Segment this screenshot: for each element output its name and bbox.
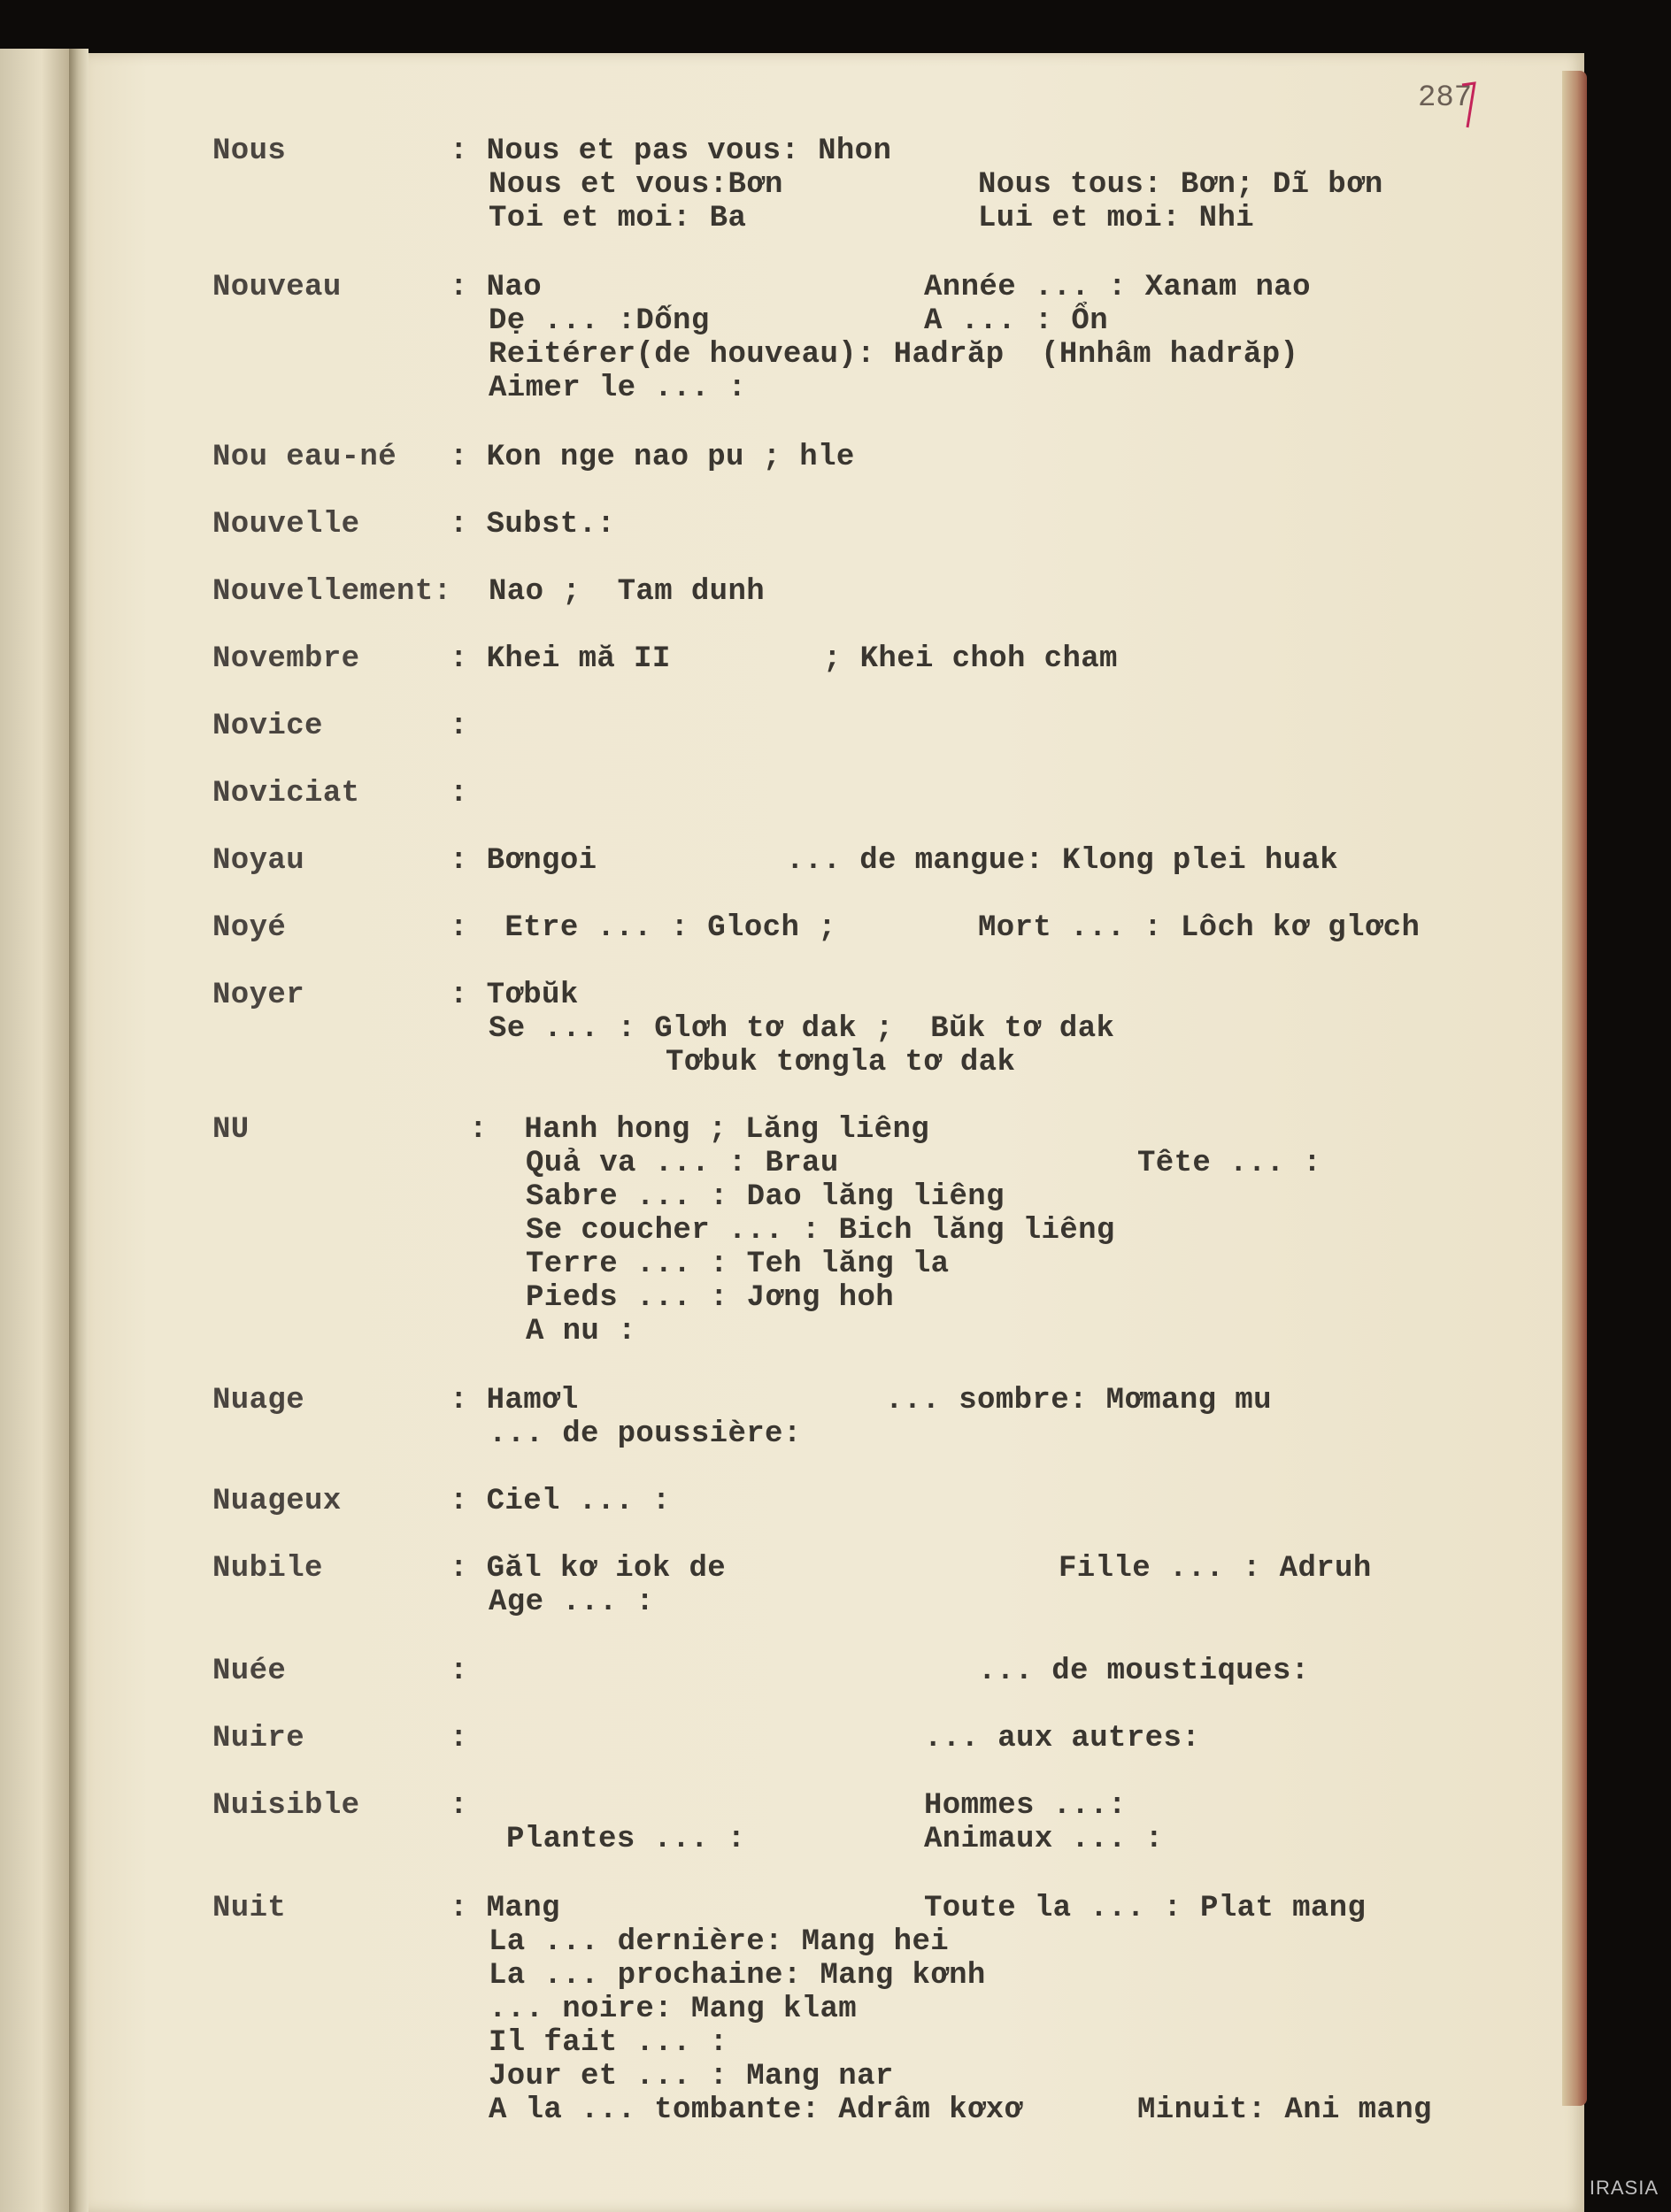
entry-text-line: Aimer le ... :	[489, 372, 747, 405]
entry-text-line: Tơbuk tơngla tơ dak	[666, 1046, 1016, 1079]
entry-headword: Nuage	[212, 1384, 305, 1417]
entry-text-line: Plantes ... :	[506, 1823, 746, 1856]
entry-text-line: Toi et moi: Ba	[489, 202, 747, 235]
entry-headword: NU	[212, 1113, 250, 1147]
entry-headword: Novembre	[212, 642, 360, 676]
entry-text-line: : Bơngoi	[450, 844, 597, 878]
entry-headword: Nubile	[212, 1552, 323, 1586]
entry-text-line: Hommes ...:	[924, 1789, 1127, 1823]
entry-headword: Nuit	[212, 1892, 287, 1925]
entry-text-line: Animaux ... :	[924, 1823, 1164, 1856]
entry-text-line: Sabre ... : Dao lăng liêng	[526, 1180, 1005, 1214]
entry-headword: Novice	[212, 710, 323, 743]
entry-text-line: :	[450, 1655, 468, 1688]
entry-text-line: ... sombre: Mơmang mu	[885, 1384, 1272, 1417]
entry-text-line: Année ... : Xanam nao	[924, 271, 1311, 304]
entry-headword: Nouveau	[212, 271, 342, 304]
watermark: IRASIA	[1589, 2177, 1659, 2199]
entry-text-line: : Hamơl	[450, 1384, 579, 1417]
entry-text-line: A la ... tombante: Adrâm kơxơ	[489, 2093, 1023, 2127]
entry-text-line: : Mang	[450, 1892, 560, 1925]
page-number: 287	[1418, 81, 1473, 115]
entry-text-line: Fille ... : Adruh	[1059, 1552, 1372, 1586]
entry-text-line: Nous et vous:Bơn	[489, 168, 783, 202]
entry-text-line: Dẹ ... :Dống	[489, 304, 710, 338]
entry-text-line: : Khei mă II	[450, 642, 671, 676]
entry-text-line: Jour et ... : Mang nar	[489, 2060, 894, 2093]
entry-headword: Nuisible	[212, 1789, 360, 1823]
entry-headword: Nous	[212, 134, 287, 168]
entry-headword: Nou eau-né	[212, 441, 397, 474]
entry-text-line: :	[450, 1789, 468, 1823]
entry-text-line: Se ... : Glơh tơ dak ; Bŭk tơ dak	[489, 1012, 1115, 1046]
entry-text-line: Minuit: Ani mang	[1137, 2093, 1432, 2127]
entry-text-line: :	[450, 710, 468, 743]
entry-headword: Nuée	[212, 1655, 287, 1688]
entry-text-line: : Tơbŭk	[450, 979, 579, 1012]
entry-text-line: Reitérer(de houveau): Hadrăp (Hnhâm hadrăp)	[489, 338, 1299, 372]
entry-text-line: Mort ... : Lôch kơ glơch	[978, 911, 1421, 945]
entry-text-line: ; Khei choh cham	[823, 642, 1118, 676]
entry-headword: Noyau	[212, 844, 305, 878]
entry-text-line: Age ... :	[489, 1586, 655, 1619]
entry-text-line: ... de mangue: Klong plei huak	[786, 844, 1339, 878]
entry-text-line: :	[450, 777, 468, 810]
entry-headword: Nuageux	[212, 1485, 342, 1518]
entry-text-line: A nu :	[526, 1315, 636, 1348]
entry-text-line: : Nous et pas vous: Nhon	[450, 134, 892, 168]
entry-text-line: A ... : Ổn	[924, 304, 1109, 338]
entry-text-line: ... de poussière:	[489, 1417, 802, 1451]
entry-text-line: La ... prochaine: Mang kơnh	[489, 1959, 986, 1993]
entry-text-line: La ... dernière: Mang hei	[489, 1925, 950, 1959]
entry-headword: Nouvelle	[212, 508, 360, 541]
entry-headword: Nuire	[212, 1722, 305, 1755]
entry-text-line: Terre ... : Teh lăng la	[526, 1248, 950, 1281]
entry-text-line: : Ciel ... :	[450, 1485, 671, 1518]
entry-text-line: Quả va ... : Brau	[526, 1147, 839, 1180]
entry-text-line: ... aux autres:	[924, 1722, 1201, 1755]
entry-text-line: : Găl kơ iok de	[450, 1552, 727, 1586]
entry-text-line: : Nao	[450, 271, 543, 304]
entry-text-line: : Etre ... : Gloch ;	[450, 911, 836, 945]
entry-text-line: Toute la ... : Plat mang	[924, 1892, 1367, 1925]
entry-text-line: Nous tous: Bơn; Dĩ bơn	[978, 168, 1383, 202]
entry-text-line: ... de moustiques:	[978, 1655, 1310, 1688]
entry-text-line: Pieds ... : Jơng hoh	[526, 1281, 895, 1315]
entry-headword: Noviciat	[212, 777, 360, 810]
entry-text-line: Tête ... :	[1137, 1147, 1322, 1180]
entry-headword: Noyé	[212, 911, 287, 945]
entry-text-line: Se coucher ... : Bich lăng liêng	[526, 1214, 1115, 1248]
entry-text-line: Il fait ... :	[489, 2026, 728, 2060]
entry-text-line: ... noire: Mang klam	[489, 1993, 858, 2026]
entry-text-line: Lui et moi: Nhi	[978, 202, 1255, 235]
entry-headword: Nouvellement:	[212, 575, 452, 609]
entry-text-line: :	[450, 1722, 468, 1755]
entry-text-line: : Subst.:	[450, 508, 616, 541]
entry-text-line: Nao ; Tam dunh	[489, 575, 766, 609]
entry-text-line: : Hanh hong ; Lăng liêng	[469, 1113, 930, 1147]
entry-text-line: : Kon nge nao pu ; hle	[450, 441, 855, 474]
entry-headword: Noyer	[212, 979, 305, 1012]
